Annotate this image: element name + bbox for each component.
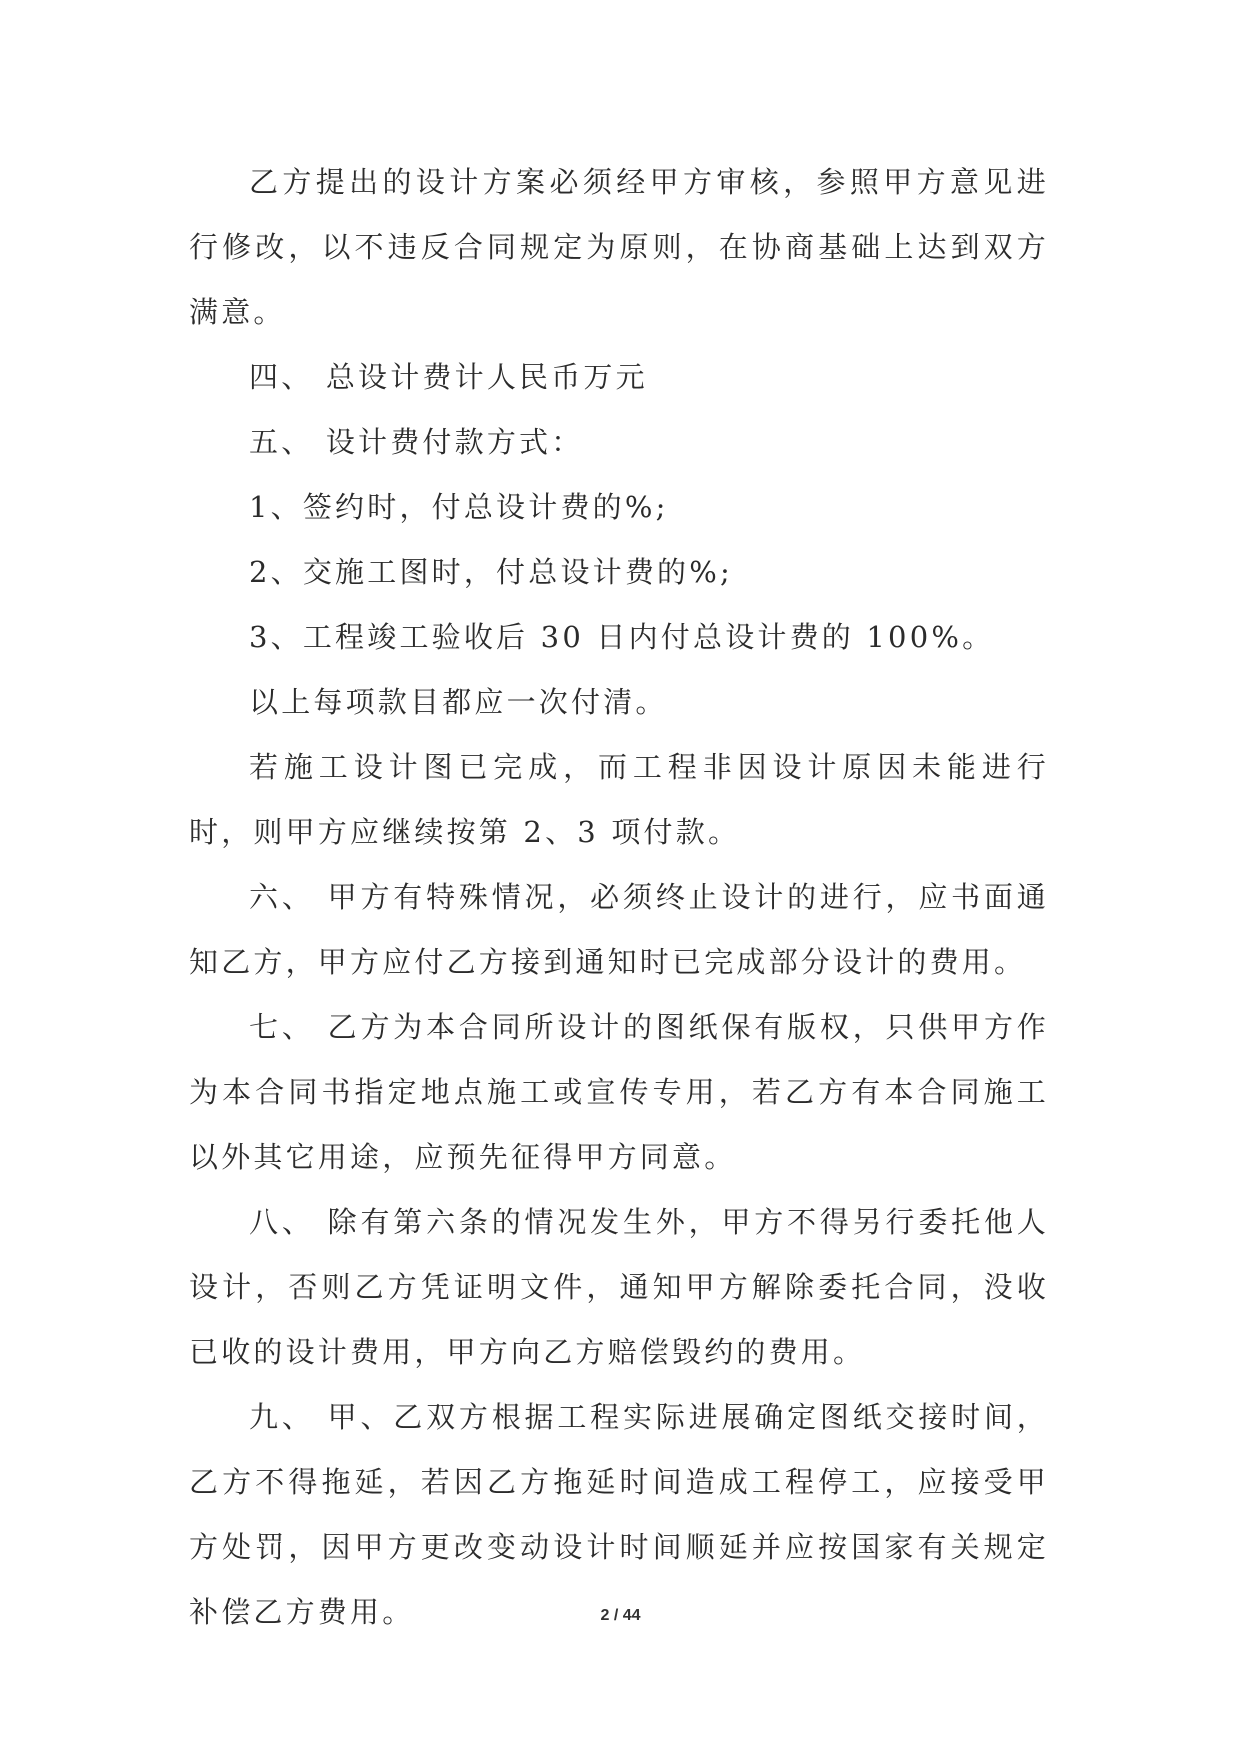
paragraph-clause-nine: 九、 甲、乙双方根据工程实际进展确定图纸交接时间，乙方不得拖延，若因乙方拖延时间造成工程停工，应接受甲方处罚，因甲方更改变动设计时间顺延并应按国家有关规定补偿乙方费用。: [189, 1400, 1049, 1629]
paragraph-clause-six: 六、 甲方有特殊情况，必须终止设计的进行，应书面通知乙方，甲方应付乙方接到通知时已完成部分设计的费用。: [189, 880, 1049, 979]
paragraph-pay-in-full: 以上每项款目都应一次付清。: [249, 685, 668, 719]
paragraph-clause-seven: 七、 乙方为本合同所设计的图纸保有版权，只供甲方作为本合同书指定地点施工或宣传专用，若乙方有本合同施工以外其它用途，应预先征得甲方同意。: [189, 1010, 1049, 1174]
paragraph-payment-item-2: 2、交施工图时，付总设计费的%;: [249, 555, 733, 589]
paragraph-payment-item-1: 1、签约时，付总设计费的%;: [249, 490, 669, 524]
paragraph-construction-delay: 若施工设计图已完成，而工程非因设计原因未能进行时，则甲方应继续按第 2、3 项付款。: [189, 750, 1049, 849]
paragraph-clause-eight: 八、 除有第六条的情况发生外，甲方不得另行委托他人设计，否则乙方凭证明文件，通知甲方解除委托合同，没收已收的设计费用，甲方向乙方赔偿毁约的费用。: [189, 1205, 1049, 1369]
document-body: [189, 150, 1049, 1645]
paragraph-design-review: 乙方提出的设计方案必须经甲方审核，参照甲方意见进行修改，以不违反合同规定为原则，在协商基础上达到双方满意。: [189, 165, 1049, 329]
paragraph-payment-method: 五、 设计费付款方式：: [249, 425, 584, 459]
page-number: 2 / 44: [600, 1607, 641, 1624]
paragraph-total-fee: 四、 总设计费计人民币万元: [249, 360, 648, 394]
paragraph-payment-item-3: 3、工程竣工验收后 30 日内付总设计费的 100%。: [249, 620, 995, 654]
